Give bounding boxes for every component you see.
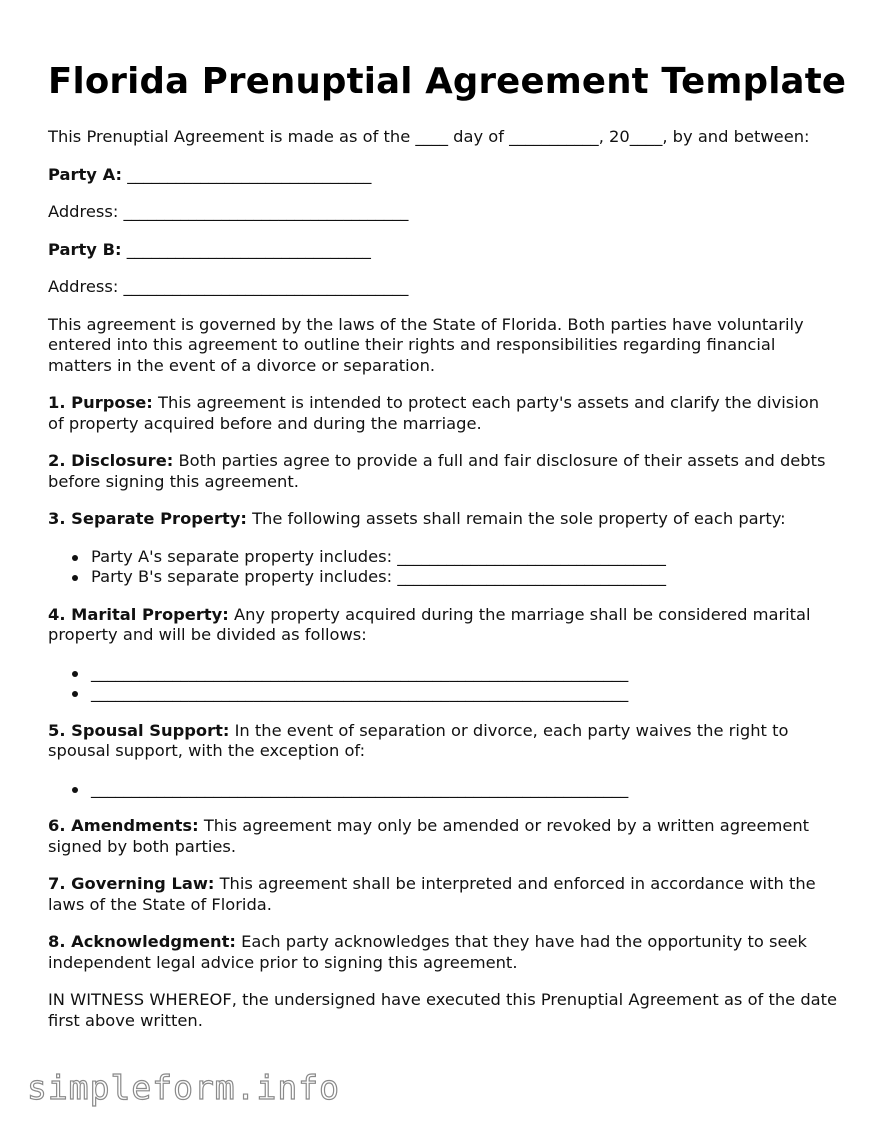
document-page — [48, 58, 847, 1031]
bullet-icon — [72, 671, 78, 677]
section-heading: 1. Purpose: — [48, 393, 153, 412]
section-text: This agreement shall be interpreted and enforced in accordance with the laws of the State of Florida. — [48, 874, 816, 914]
list-item — [48, 547, 838, 568]
bullet-icon — [72, 691, 78, 697]
section-text: The following assets shall remain the sole property of each party: — [252, 509, 786, 528]
marital-property-list — [48, 663, 838, 704]
section-text: Each party acknowledges that they have had the opportunity to seek independent legal advice prior to signing this agreement. — [48, 932, 807, 972]
bullet-icon — [72, 555, 78, 561]
section-text: This agreement is intended to protect each party's assets and clarify the division of property acquired before and during the marriage. — [48, 393, 820, 433]
section-governing-law — [48, 874, 838, 915]
section-heading: 2. Disclosure: — [48, 451, 174, 470]
section-acknowledgment — [48, 932, 838, 973]
party-a-name-blank: ______________________________ — [127, 164, 372, 184]
list-item-text: Party B's separate property includes: _________________________________ — [91, 567, 666, 586]
party-b-label: Party B: — [48, 239, 122, 259]
section-heading: 6. Amendments: — [48, 816, 199, 835]
party-a-address-label: Address: — [48, 202, 119, 221]
spousal-support-list — [48, 779, 838, 800]
section-text: Any property acquired during the marriage shall be considered marital property and will be divided as follows: — [48, 604, 811, 644]
section-text: In the event of separation or divorce, each party waives the right to spousal support, with the exception of: — [48, 720, 789, 760]
page-title: Florida Prenuptial Agreement Template — [48, 61, 847, 102]
governing-paragraph: This agreement is governed by the laws of the State of Florida. Both parties have voluntarily entered into this agreement to outline their rights and responsibilities regarding financial matters in the event of a divorce or separation. — [48, 314, 804, 375]
party-a-address-line — [48, 202, 838, 223]
party-b-address-blank: ___________________________________ — [123, 277, 409, 296]
party-b-line — [48, 240, 838, 261]
section-heading: 4. Marital Property: — [48, 604, 229, 624]
section-spousal-support — [48, 721, 838, 762]
party-a-line — [48, 165, 838, 186]
bullet-icon — [72, 575, 78, 581]
list-item-text: Party A's separate property includes: _________________________________ — [91, 546, 666, 566]
section-heading: 3. Separate Property: — [48, 509, 247, 528]
section-heading: 5. Spousal Support: — [48, 720, 230, 740]
party-b-name-blank: ______________________________ — [126, 239, 371, 259]
witness-paragraph: IN WITNESS WHEREOF, the undersigned have executed this Prenuptial Agreement as of the date first above written. — [48, 990, 838, 1030]
list-item — [48, 663, 838, 684]
intro-paragraph: This Prenuptial Agreement is made as of the ____ day of ___________, 20____, by and between: — [48, 127, 810, 146]
list-item — [48, 683, 838, 704]
section-text: This agreement may only be amended or revoked by a written agreement signed by both parties. — [48, 816, 810, 856]
list-item — [48, 567, 838, 588]
party-b-address-label: Address: — [48, 277, 119, 296]
list-item-text: __________________________________________________________________ — [91, 778, 629, 798]
section-purpose — [48, 393, 838, 434]
separate-property-list — [48, 547, 838, 588]
list-item — [48, 779, 838, 800]
section-text: Both parties agree to provide a full and fair disclosure of their assets and debts before signing this agreement. — [48, 451, 826, 491]
section-disclosure — [48, 451, 838, 492]
section-separate-property — [48, 509, 838, 530]
section-amendments — [48, 816, 838, 857]
party-a-label: Party A: — [48, 164, 122, 184]
section-heading: 8. Acknowledgment: — [48, 932, 236, 951]
watermark: simpleform.info — [27, 1068, 341, 1107]
section-heading: 7. Governing Law: — [48, 874, 215, 893]
bullet-icon — [72, 787, 78, 793]
party-a-address-blank: ___________________________________ — [123, 202, 409, 221]
list-item-text: __________________________________________________________________ — [91, 662, 629, 682]
list-item-text: __________________________________________________________________ — [91, 683, 629, 702]
party-b-address-line — [48, 277, 838, 298]
section-marital-property — [48, 605, 838, 646]
